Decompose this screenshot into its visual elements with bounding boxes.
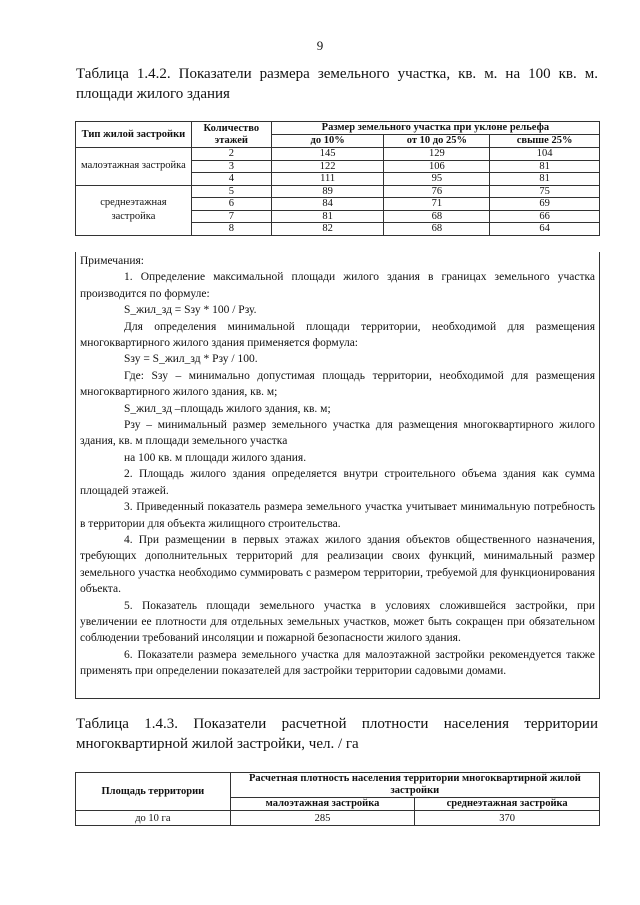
cell-area: до 10 га: [76, 811, 231, 826]
cell-floors: 7: [191, 210, 271, 223]
cell-floors: 5: [191, 185, 271, 198]
cell-value: 64: [490, 223, 600, 236]
cell-value: 68: [384, 223, 490, 236]
cell-value: 81: [490, 160, 600, 173]
col-header-slope-up-to-10: до 10%: [271, 135, 384, 148]
table-caption-1-4-3: Таблица 1.4.3. Показатели расчетной плотности населения территории многоквартирной жилой застройки, чел. / га: [76, 716, 598, 752]
cell-floors: 8: [191, 223, 271, 236]
note-paragraph: 5. Показатель площади земельного участка в условиях сложившейся застройки, при увеличении ее плотности для отдельных земельных участков, может быть сокращен при обязательном соблюдении требований инсоляции и пожарной безопасности жилого здания.: [80, 599, 595, 645]
cell-value: 104: [490, 148, 600, 161]
cell-value: 285: [230, 811, 415, 826]
note-paragraph: на 100 кв. м площади жилого здания.: [124, 451, 307, 464]
col-header-type: Тип жилой застройки: [76, 122, 192, 148]
cell-value: 370: [415, 811, 600, 826]
cell-value: 84: [271, 198, 384, 211]
cell-value: 122: [271, 160, 384, 173]
cell-value: 111: [271, 173, 384, 186]
table-notes: [75, 252, 600, 699]
cell-value: 95: [384, 173, 490, 186]
cell-value: 81: [271, 210, 384, 223]
col-header-density: Расчетная плотность населения территории многоквартирной жилой застройки: [230, 773, 599, 798]
land-plot-size-table: [75, 121, 600, 236]
formula: S_жил_зд = Sзу * 100 / Рзу.: [124, 304, 257, 317]
group-mid-rise: среднеэтажная застройка: [76, 185, 192, 235]
cell-floors: 6: [191, 198, 271, 211]
cell-value: 68: [384, 210, 490, 223]
cell-value: 81: [490, 173, 600, 186]
note-paragraph: Для определения минимальной площади территории, необходимой для размещения многоквартирного жилого здания применяется формула:: [80, 320, 595, 350]
population-density-table: [75, 772, 600, 826]
page-number: 9: [316, 38, 324, 53]
note-paragraph: 3. Приведенный показатель размера земельного участка учитывает минимальную потребность в территории для объекта жилищного строительства.: [80, 501, 595, 530]
cell-value: 89: [271, 185, 384, 198]
cell-value: 106: [384, 160, 490, 173]
note-paragraph: 2. Площадь жилого здания определяется внутри строительного объема здания как сумма площадей этажей.: [80, 468, 595, 497]
table-row: [76, 811, 600, 826]
note-paragraph: Где: Sзу – минимально допустимая площадь территории, необходимой для размещения многоквартирного жилого здания, кв. м;: [80, 369, 595, 399]
note-paragraph: 4. При размещении в первых этажах жилого здания объектов общественного назначения, требующих дополнительных территорий для реализации своих функций, минимальный размер земельного участка необходимо суммировать с размером территории, требуемой для функционирования объекта.: [80, 533, 595, 596]
cell-value: 75: [490, 185, 600, 198]
table-row: [76, 185, 600, 198]
table-row: [76, 148, 600, 161]
note-paragraph: Рзу – минимальный размер земельного участка для размещения многоквартирного жилого здания, кв. м площади земельного участка: [80, 419, 595, 448]
cell-floors: 3: [191, 160, 271, 173]
cell-value: 145: [271, 148, 384, 161]
cell-value: 69: [490, 198, 600, 211]
cell-value: 71: [384, 198, 490, 211]
cell-floors: 4: [191, 173, 271, 186]
note-paragraph: S_жил_зд –площадь жилого здания, кв. м;: [124, 402, 331, 415]
col-header-slope-10-25: от 10 до 25%: [384, 135, 490, 148]
col-header-floors: Количество этажей: [191, 122, 271, 148]
note-paragraph: 1. Определение максимальной площади жилого здания в границах земельного участка производится по формуле:: [80, 271, 595, 300]
group-low-rise: малоэтажная застройка: [76, 148, 192, 186]
col-header-slope-over-25: свыше 25%: [490, 135, 600, 148]
cell-floors: 2: [191, 148, 271, 161]
col-header-area: Площадь территории: [76, 773, 231, 811]
cell-value: 82: [271, 223, 384, 236]
cell-value: 66: [490, 210, 600, 223]
col-header-plot-size: Размер земельного участка при уклоне рельефа: [271, 122, 599, 135]
cell-value: 76: [384, 185, 490, 198]
cell-value: 129: [384, 148, 490, 161]
formula: Sзу = S_жил_зд * Рзу / 100.: [124, 353, 258, 366]
notes-title: Примечания:: [80, 255, 144, 267]
col-header-low-rise: малоэтажная застройка: [230, 798, 415, 811]
table-caption-1-4-2: Таблица 1.4.2. Показатели размера земельного участка, кв. м. на 100 кв. м. площади жилого здания: [76, 66, 598, 102]
note-paragraph: 6. Показатели размера земельного участка для малоэтажной застройки рекомендуется также применять при определении показателей для застройки территории садовыми домами.: [80, 648, 595, 678]
col-header-mid-rise: среднеэтажная застройка: [415, 798, 600, 811]
